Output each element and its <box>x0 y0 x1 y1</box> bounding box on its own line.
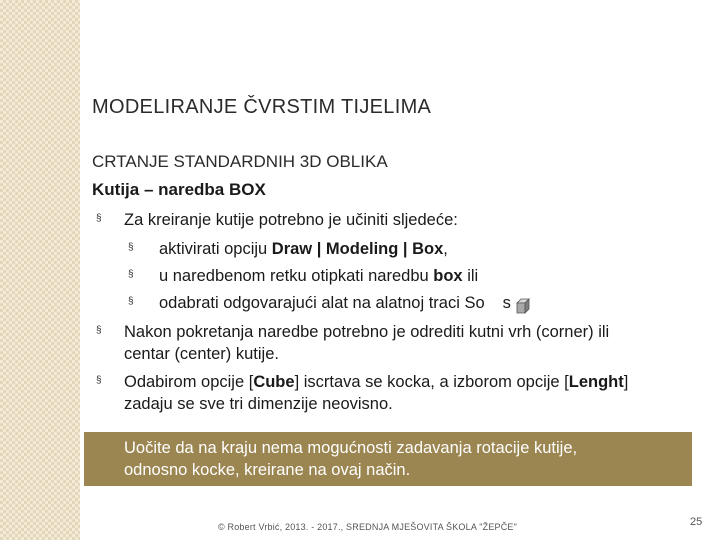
decorative-side-strip <box>0 0 80 540</box>
bullet-3-line-2: zadaju se sve tri dimenzije neovisno. <box>124 395 393 413</box>
sub-bullet-marker: § <box>128 269 134 280</box>
callout-line-2: odnosno kocke, kreirane na ovaj način. <box>124 461 411 479</box>
box-tool-icon <box>514 297 532 315</box>
bullet-marker: § <box>96 375 102 386</box>
sub-bullet-1-text: aktivirati opciju Draw | Modeling | Box, <box>159 240 448 258</box>
bullet-marker: § <box>96 325 102 336</box>
sub-bullet-marker: § <box>128 242 134 253</box>
sub-bullet-2-text: u naredbenom retku otipkati naredbu box ili <box>159 267 479 285</box>
sub-bullet-marker: § <box>128 296 134 307</box>
page-number: 25 <box>690 516 703 528</box>
callout-text <box>124 437 684 481</box>
bullet-1-text: Za kreiranje kutije potrebno je učiniti sljedeće: <box>124 211 458 229</box>
sub-bullet-3-text: odabrati odgovarajući alat na alatnoj traci So s <box>159 294 511 312</box>
slide-title: MODELIRANJE ČVRSTIM TIJELIMA <box>92 96 432 118</box>
section-heading: Kutija – naredba BOX <box>92 180 266 199</box>
bullet-2-line-2: centar (center) kutije. <box>124 345 279 363</box>
slide-subtitle: CRTANJE STANDARDNIH 3D OBLIKA <box>92 152 388 171</box>
bullet-marker: § <box>96 213 102 224</box>
bullet-2-line-1: Nakon pokretanja naredbe potrebno je odrediti kutni vrh (corner) ili <box>124 323 610 341</box>
footer-copyright: © Robert Vrbić, 2013. - 2017., SREDNJA MJEŠOVITA ŠKOLA "ŽEPČE" <box>218 522 518 532</box>
callout-line-1: Uočite da na kraju nema mogućnosti zadavanja rotacije kutije, <box>124 439 578 457</box>
bullet-3-line-1: Odabirom opcije [Cube] iscrtava se kocka, a izborom opcije [Lenght] <box>124 373 629 391</box>
